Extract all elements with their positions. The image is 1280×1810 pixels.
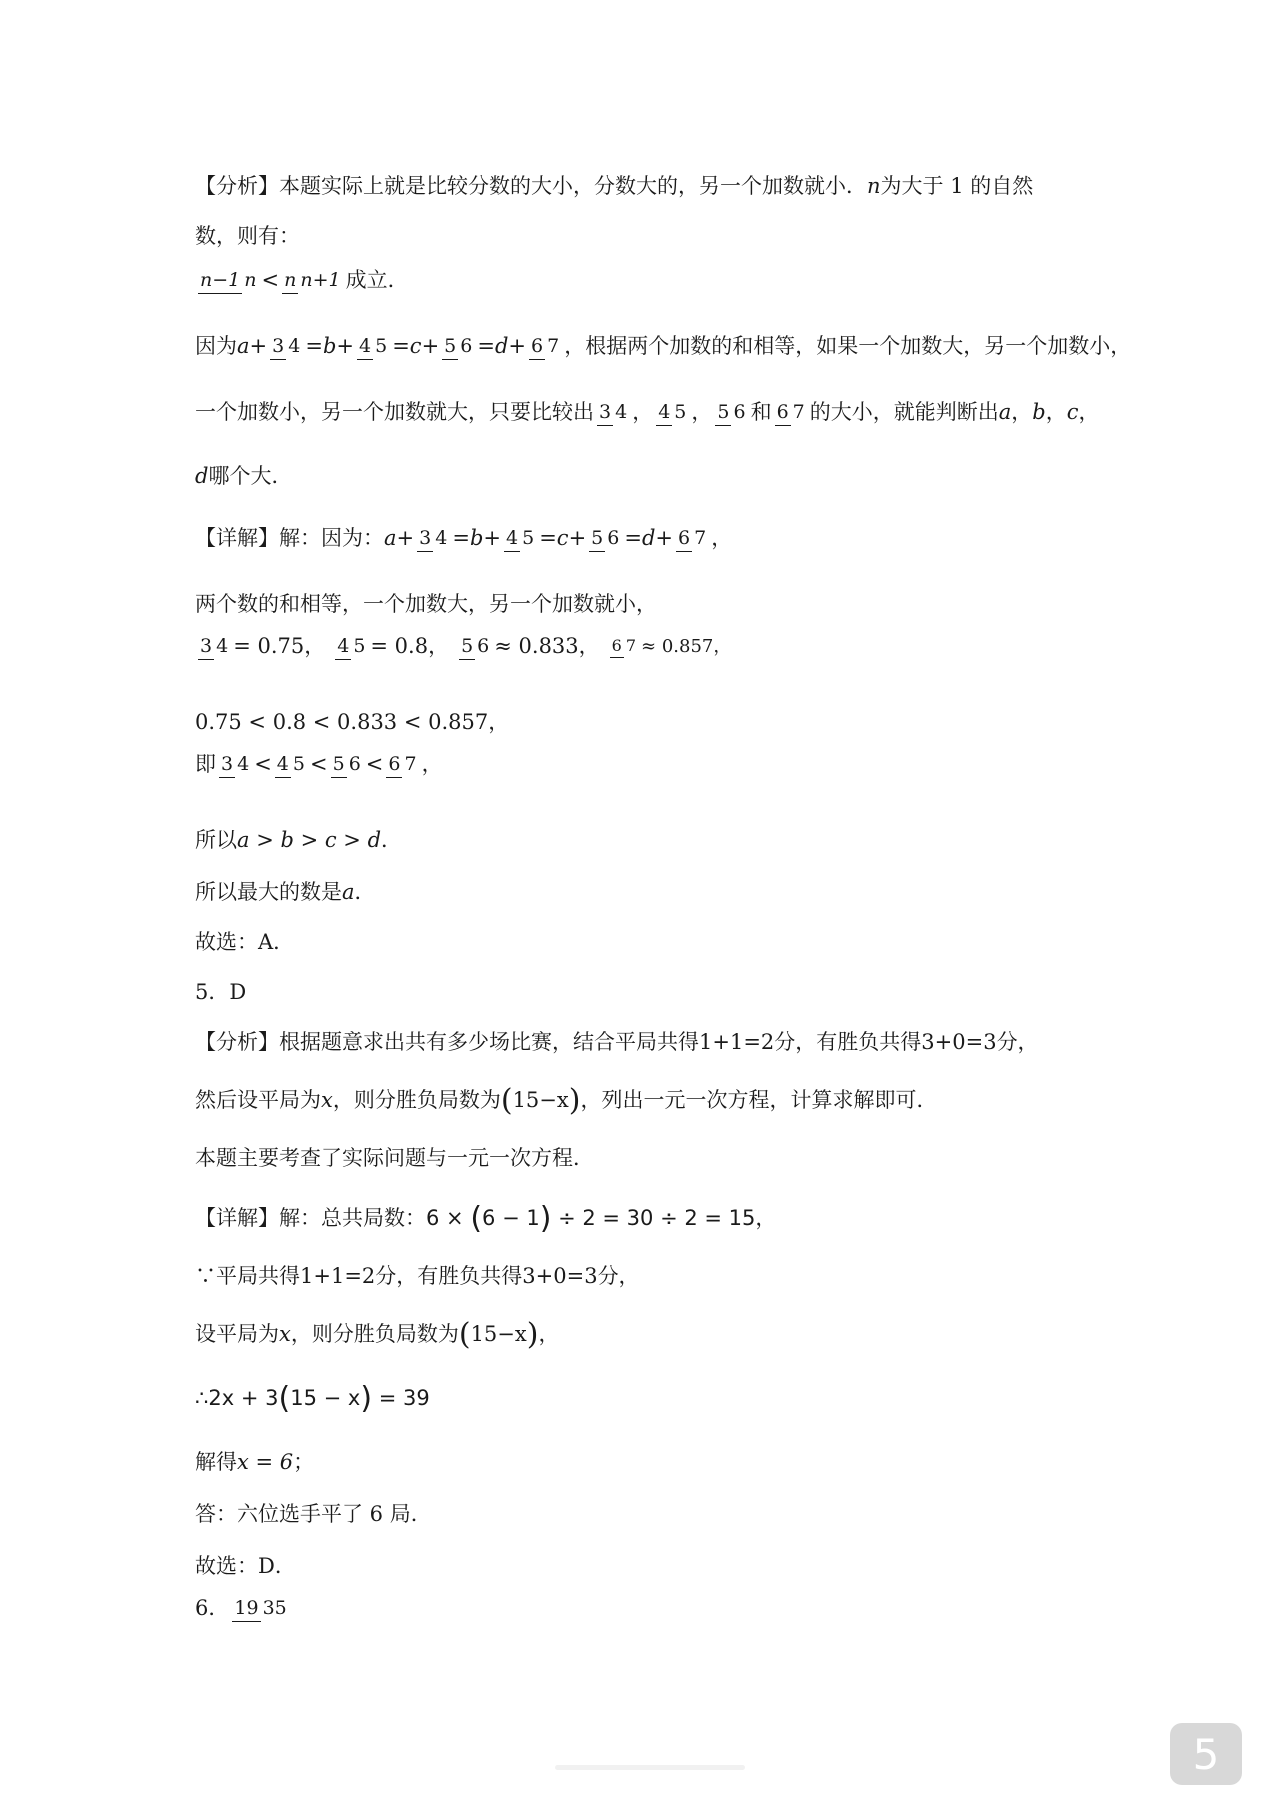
detail-text: 【详解】解：因为：	[195, 526, 384, 550]
question-number-5	[195, 980, 1180, 1005]
less-than: <	[254, 752, 272, 776]
detail-text: 所以最大的数是	[195, 880, 342, 904]
semicolon: ；	[293, 1450, 315, 1474]
analysis-text: 然后设平局为	[195, 1088, 321, 1113]
plus: +	[508, 334, 527, 358]
equals: =	[305, 334, 323, 358]
solve-line	[195, 1450, 1180, 1475]
variable-b: b	[322, 334, 337, 358]
detail-text: ∵平局共得	[195, 1264, 300, 1288]
detail-line-1	[195, 526, 1180, 551]
analysis-line-2	[195, 224, 1180, 249]
question-number-6	[195, 1596, 1180, 1621]
fraction: 4 5	[335, 636, 367, 658]
equation-line	[195, 1381, 1180, 1416]
fraction: 4 5	[504, 528, 536, 550]
plus: +	[568, 526, 587, 550]
plus: +	[421, 334, 440, 358]
math-expression: = 39	[372, 1386, 430, 1411]
paren-close: )	[539, 1201, 552, 1236]
inequality-line	[195, 268, 1180, 293]
variable-n: n	[867, 174, 881, 198]
paren-close: )	[526, 1317, 539, 1352]
question-number: 6．	[195, 1596, 230, 1620]
fraction: 6 7	[775, 402, 807, 424]
comma: ，	[632, 400, 654, 424]
math-expression: 15 − x	[290, 1386, 361, 1411]
comma: ，	[421, 752, 443, 776]
fraction: 5 6	[715, 402, 747, 424]
detail-q5-line-1	[195, 1201, 1180, 1236]
fraction: 6 7	[386, 754, 418, 776]
analysis-text: 为大于 1 的自然	[880, 174, 1034, 198]
period: ．	[381, 828, 403, 852]
decimal-value: = 0.75，	[233, 634, 326, 658]
analysis-line-1	[195, 174, 1180, 199]
analysis-line-5	[195, 400, 1180, 425]
fraction: 6 7	[529, 336, 561, 358]
fraction: 3 4	[597, 402, 629, 424]
variable-d: d	[641, 526, 656, 550]
math-expression: 3+0=3	[522, 1264, 598, 1288]
variable-a: a	[998, 400, 1012, 424]
analysis-text: 【分析】本题实际上就是比较分数的大小，分数大的，另一个加数就小．	[195, 174, 867, 198]
comma: ，	[1078, 400, 1100, 424]
paren-open: (	[458, 1317, 471, 1352]
analysis-text: 和	[750, 400, 772, 424]
variable-c: c	[556, 526, 569, 550]
less-than: <	[261, 268, 280, 292]
analysis-text: 数，则有：	[195, 224, 300, 248]
fraction-compare-line	[195, 752, 1180, 777]
analysis-line-6	[195, 464, 1180, 489]
fraction: 5 6	[331, 754, 363, 776]
page-number-badge: 5	[1170, 1723, 1242, 1785]
comma: ，	[538, 1322, 560, 1347]
reply-text: 答：六位选手平了 6 局．	[195, 1502, 432, 1526]
comma: ，	[1011, 400, 1033, 424]
equals: =	[539, 526, 557, 550]
detail-text: 即	[195, 752, 216, 776]
math-expression: 3+0=3	[921, 1030, 997, 1054]
detail-q5-line-3	[195, 1317, 1180, 1352]
variable-b: b	[1032, 400, 1046, 424]
order-line	[195, 828, 1180, 853]
plus: +	[249, 334, 268, 358]
plus: +	[483, 526, 501, 550]
analysis-line-4	[195, 334, 1180, 359]
comma: ，	[1045, 400, 1067, 424]
paren-open: (	[278, 1381, 291, 1416]
detail-text: 分，	[597, 1264, 640, 1288]
equals: =	[624, 526, 642, 550]
math-expression: 2x + 3	[208, 1386, 279, 1411]
variable-d: d	[494, 334, 509, 358]
fraction: 5 6	[442, 336, 474, 358]
fraction: 19 35	[232, 1598, 288, 1620]
math-expression: 1+1=2	[300, 1264, 376, 1288]
paren-open: (	[500, 1083, 513, 1118]
math-expression: 15−x	[512, 1088, 569, 1113]
variable-d: d	[195, 464, 209, 488]
answer-line	[195, 930, 1180, 955]
decimal-value: = 0.8，	[370, 634, 450, 658]
math-expression: 1+1=2	[699, 1030, 775, 1054]
fraction: 4 5	[357, 336, 389, 358]
detail-text: 两个数的和相等，一个加数大，另一个加数就小，	[195, 592, 657, 616]
detail-line-2	[195, 592, 1180, 617]
detail-q5-line-2	[195, 1264, 1180, 1289]
fraction: n−1 n	[198, 270, 259, 292]
analysis-text: 一个加数小，另一个加数就大，只要比较出	[195, 400, 594, 424]
decimal-values-line	[195, 634, 1180, 659]
math-expression: x = 6	[237, 1450, 294, 1474]
detail-text: ，则分胜负局数为	[290, 1322, 459, 1347]
analysis-text: ，根据两个加数的和相等，如果一个加数大，另一个加数小，	[564, 334, 1132, 358]
detail-text: 解得	[195, 1450, 237, 1474]
comma: ，	[711, 526, 733, 550]
less-than: <	[309, 752, 328, 776]
analysis-text: 【分析】根据题意求出共有多少场比赛，结合平局共得	[195, 1030, 699, 1054]
analysis-q5-line-2	[195, 1083, 1180, 1118]
variable-b: b	[469, 526, 484, 550]
paren-open: (	[470, 1201, 483, 1236]
decimal-value: ≈ 0.857，	[641, 635, 732, 657]
period: ．	[354, 880, 376, 904]
equals: =	[477, 334, 495, 358]
analysis-text: 分，有胜负共得	[774, 1030, 922, 1054]
fraction: 3 4	[219, 754, 251, 776]
variable-c: c	[409, 334, 422, 358]
plus: +	[655, 526, 674, 550]
analysis-q5-line-3	[195, 1146, 1180, 1171]
comma: ，	[755, 1206, 777, 1231]
variable-c: c	[1066, 400, 1079, 424]
answer-text: 故选：D．	[195, 1554, 296, 1578]
fraction: 6 7	[610, 637, 638, 655]
equals: =	[392, 334, 410, 358]
fraction: 3 4	[198, 636, 230, 658]
therefore-symbol: ∴	[195, 1386, 209, 1411]
detail-text: 所以	[195, 828, 237, 852]
analysis-text: 因为	[195, 334, 237, 358]
decimal-value: ≈ 0.833，	[494, 634, 600, 658]
scan-smudge	[555, 1765, 745, 1770]
fraction: n n+1	[282, 270, 343, 292]
max-line	[195, 880, 1180, 905]
math-expression: ÷ 2 = 30 ÷ 2 = 15	[551, 1206, 756, 1231]
math-expression: 0.75 < 0.8 < 0.833 < 0.857，	[195, 710, 510, 734]
analysis-text: 哪个大．	[208, 464, 293, 488]
answer-line-q5	[195, 1554, 1180, 1579]
math-expression: 15−x	[470, 1322, 527, 1347]
variable-a: a	[237, 334, 250, 358]
equals: =	[452, 526, 470, 550]
paren-close: )	[568, 1083, 581, 1118]
analysis-text: 分，	[996, 1030, 1039, 1054]
variable-x: x	[279, 1322, 291, 1347]
math-expression: a > b > c > d	[237, 828, 382, 852]
analysis-text: ，则分胜负局数为	[332, 1088, 501, 1113]
paren-close: )	[360, 1381, 373, 1416]
analysis-text: 的大小，就能判断出	[809, 400, 999, 424]
fraction: 3 4	[417, 528, 449, 550]
plus: +	[336, 334, 354, 358]
analysis-text: ，列出一元一次方程，计算求解即可．	[580, 1088, 938, 1113]
fraction: 5 6	[459, 636, 491, 658]
fraction: 4 5	[656, 402, 688, 424]
fraction: 5 6	[589, 528, 621, 550]
analysis-text: 本题主要考查了实际问题与一元一次方程．	[195, 1146, 594, 1170]
variable-x: x	[321, 1088, 333, 1113]
detail-text: 分，有胜负共得	[375, 1264, 523, 1288]
decimal-compare-line	[195, 710, 1180, 735]
fraction: 4 5	[275, 754, 307, 776]
detail-text: 【详解】解：总共局数：	[195, 1206, 426, 1231]
math-expression: 6 ×	[426, 1206, 471, 1231]
fraction: 3 4	[270, 336, 302, 358]
reply-line	[195, 1502, 1180, 1527]
answer-text: 故选：A．	[195, 930, 295, 954]
plus: +	[396, 526, 415, 550]
variable-a: a	[342, 880, 355, 904]
analysis-text: 成立．	[345, 268, 409, 292]
fraction: 6 7	[676, 528, 708, 550]
less-than: <	[365, 752, 384, 776]
variable-a: a	[384, 526, 397, 550]
detail-text: 设平局为	[195, 1322, 279, 1347]
math-expression: 6 − 1	[482, 1206, 540, 1231]
comma: ，	[691, 400, 713, 424]
question-answer: 5．D	[195, 980, 247, 1004]
analysis-q5-line-1	[195, 1030, 1180, 1055]
